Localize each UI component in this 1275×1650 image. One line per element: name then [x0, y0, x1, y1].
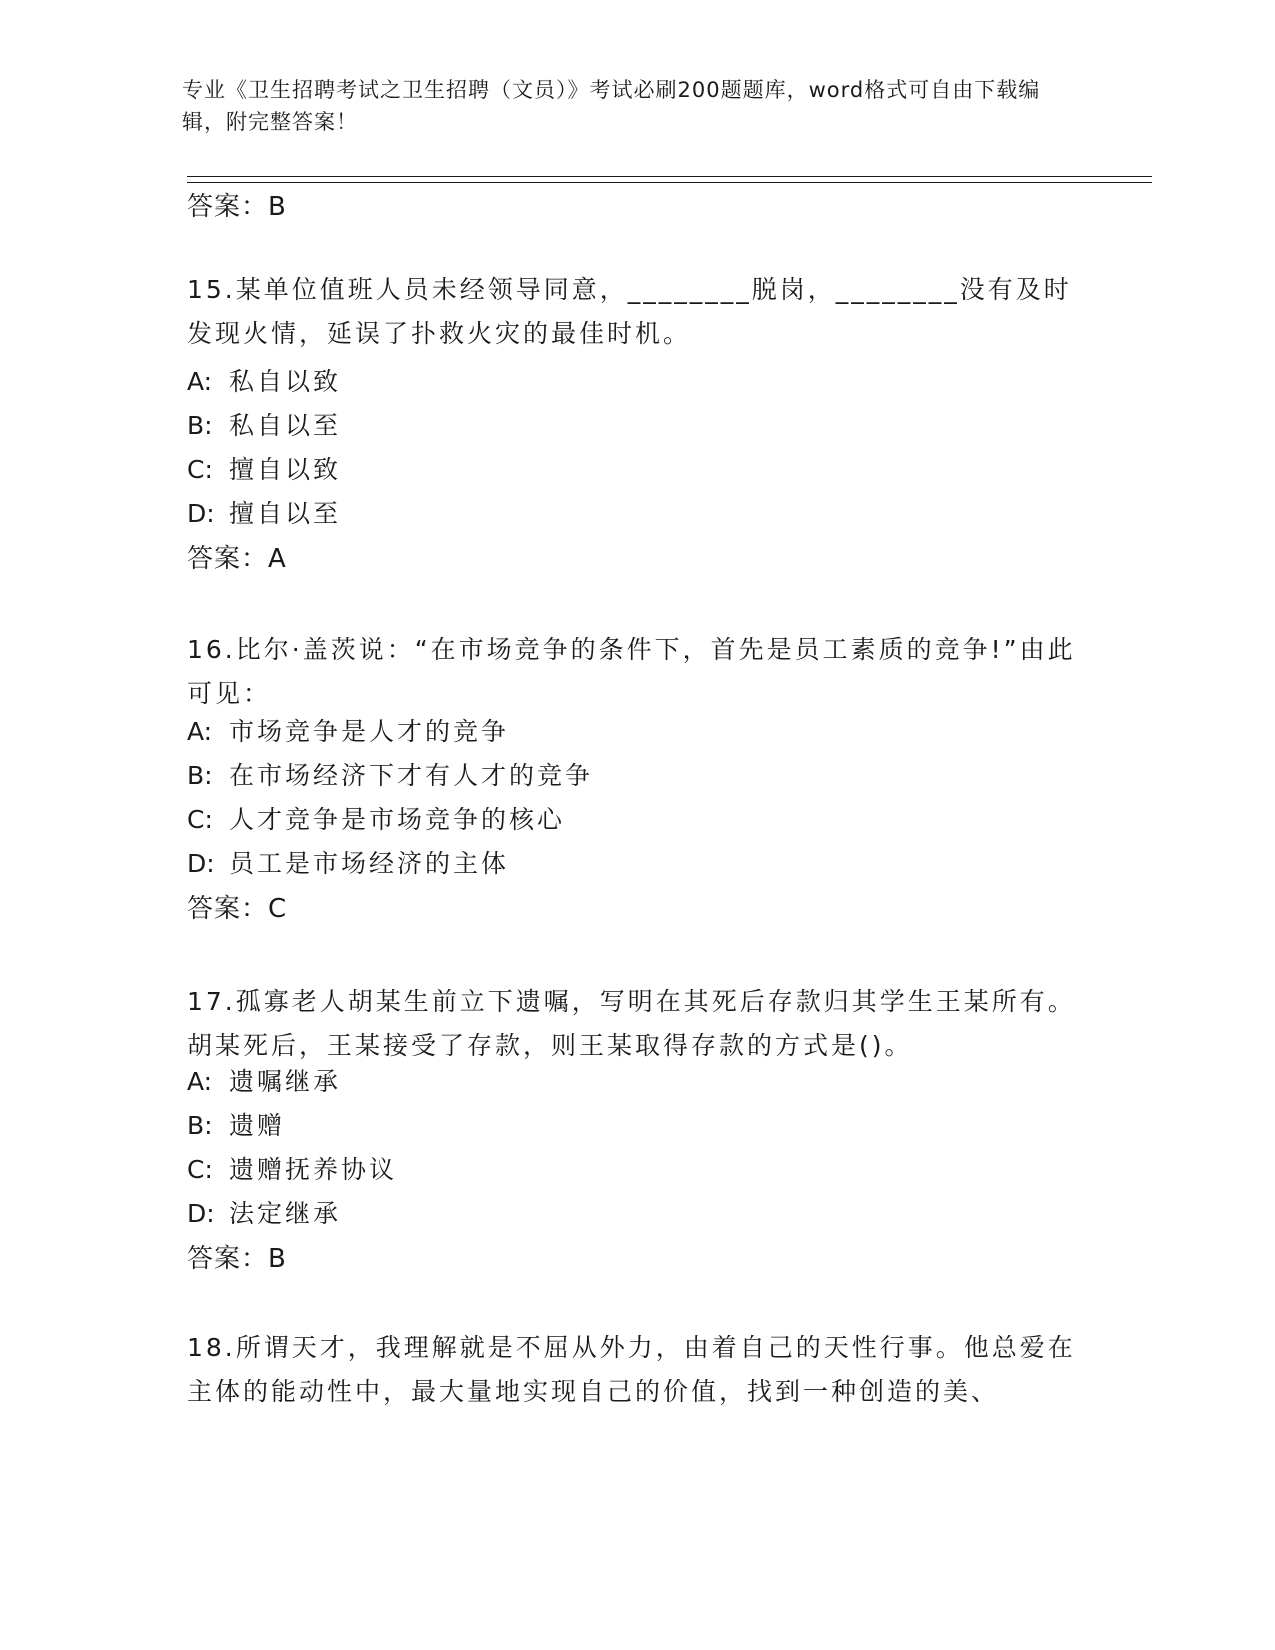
- option-text: 私自以致: [229, 367, 342, 396]
- option-text: 人才竞争是市场竞争的核心: [229, 805, 566, 834]
- option-text: 擅自以致: [229, 455, 342, 484]
- question-17-answer: 答案：B: [187, 1244, 287, 1274]
- question-17-option-c: [187, 1150, 397, 1186]
- option-text: 遗嘱继承: [229, 1067, 342, 1096]
- question-15-option-b: [187, 406, 341, 442]
- question-15-option-a: [187, 362, 341, 398]
- option-letter: D:: [187, 849, 215, 878]
- document-header: 专业《卫生招聘考试之卫生招聘（文员）》考试必刷200题题库，word格式可自由下载编辑，附完整答案！: [182, 78, 1041, 134]
- header-rule-top: [187, 176, 1152, 177]
- question-15-option-c: [187, 450, 341, 486]
- question-17-option-b: [187, 1106, 285, 1142]
- option-letter: B:: [187, 411, 213, 440]
- option-letter: B:: [187, 761, 213, 790]
- question-16-answer: 答案：C: [187, 894, 288, 924]
- previous-answer: 答案：B: [187, 192, 287, 222]
- option-text: 市场竞争是人才的竞争: [229, 717, 510, 746]
- question-16-option-b: [187, 756, 593, 792]
- option-text: 员工是市场经济的主体: [229, 849, 510, 878]
- option-letter: D:: [187, 1199, 215, 1228]
- option-text: 遗赠抚养协议: [229, 1155, 398, 1184]
- question-17-stem: 17.孤寡老人胡某生前立下遗嘱，写明在其死后存款归其学生王某所有。胡某死后，王某接受了存款，则王某取得存款的方式是()。: [187, 987, 1076, 1060]
- option-letter: D:: [187, 499, 215, 528]
- option-text: 法定继承: [229, 1199, 342, 1228]
- option-letter: C:: [187, 805, 213, 834]
- question-15-option-d: [187, 494, 341, 530]
- option-letter: C:: [187, 455, 213, 484]
- option-text: 遗赠: [229, 1111, 286, 1140]
- question-15-answer: 答案：A: [187, 544, 287, 574]
- question-16-option-d: [187, 844, 509, 880]
- question-17-option-d: [187, 1194, 341, 1230]
- option-letter: B:: [187, 1111, 213, 1140]
- option-text: 擅自以至: [229, 499, 342, 528]
- question-16-option-c: [187, 800, 565, 836]
- question-15-stem: 15.某单位值班人员未经领导同意，________脱岗，________没有及时发现火情，延误了扑救火灾的最佳时机。: [187, 275, 1072, 348]
- header-rule-bottom: [187, 182, 1152, 183]
- option-text: 私自以至: [229, 411, 342, 440]
- question-16-stem: 16.比尔·盖茨说：“在市场竞争的条件下，首先是员工素质的竞争!”由此可见：: [187, 635, 1076, 708]
- question-16-option-a: [187, 712, 509, 748]
- option-letter: A:: [187, 367, 213, 396]
- question-18-stem: 18.所谓天才，我理解就是不屈从外力，由着自己的天性行事。他总爱在主体的能动性中，最大量地实现自己的价值，找到一种创造的美、: [187, 1333, 1076, 1406]
- question-17-option-a: [187, 1062, 341, 1098]
- option-letter: A:: [187, 717, 213, 746]
- option-letter: C:: [187, 1155, 213, 1184]
- option-letter: A:: [187, 1067, 213, 1096]
- option-text: 在市场经济下才有人才的竞争: [229, 761, 594, 790]
